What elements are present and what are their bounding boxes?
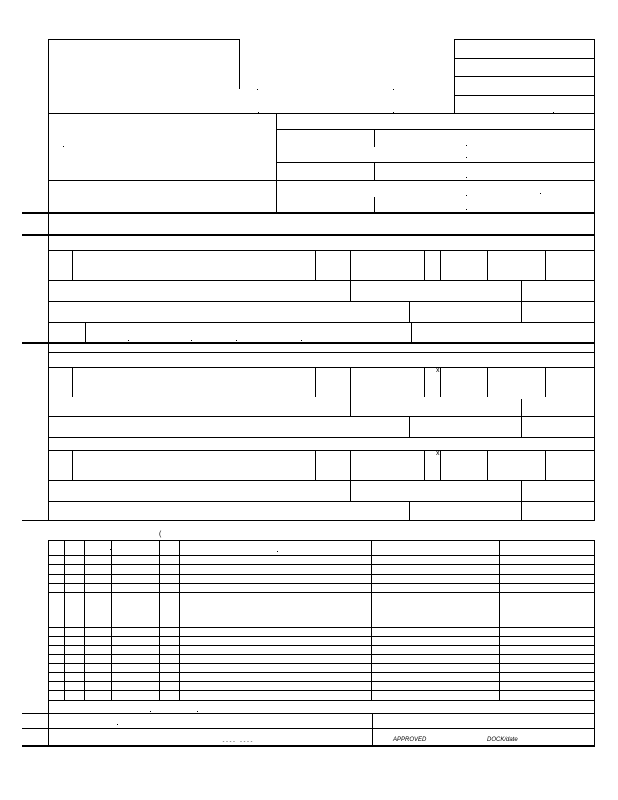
- header-box-row-2: [455, 76, 595, 77]
- section-separator-2: [22, 234, 595, 236]
- header-right-border: [594, 39, 595, 213]
- party3-col-3: [350, 450, 351, 480]
- items-row-9: [48, 654, 595, 655]
- items-row-6: [48, 627, 595, 628]
- footer-approval-stamp: APPROVED: [393, 737, 427, 743]
- section-c-right-border: [594, 343, 595, 521]
- items-row-13: [48, 690, 595, 691]
- party1-col-6: [487, 250, 488, 280]
- section-a-dot-5: [466, 195, 467, 196]
- header-top-border: [48, 39, 240, 40]
- footer-left-border: [48, 700, 49, 746]
- party1-dot-3: [236, 340, 237, 341]
- party1-col-2: [315, 250, 316, 280]
- party1-col-8: [350, 280, 351, 301]
- header-box-row-1: [455, 58, 595, 59]
- party1-col-10: [409, 301, 410, 323]
- items-row-2: [48, 564, 595, 565]
- footer-small-note: ---- ----: [222, 739, 254, 745]
- party1-col-5: [440, 250, 441, 280]
- party2-top: [48, 367, 595, 368]
- section-a-dot-1: [63, 146, 64, 147]
- section-a-right-row-2: [277, 162, 595, 163]
- party2-header-row: [48, 352, 595, 353]
- party1-top: [48, 250, 595, 251]
- header-dot-1: [257, 89, 258, 90]
- section-b-right-border: [594, 213, 595, 343]
- items-table-top: [48, 540, 595, 541]
- party2-col-7: [545, 367, 546, 397]
- party3-col-7: [545, 450, 546, 480]
- section-a-top: [48, 113, 595, 114]
- party2-col-6: [487, 367, 488, 397]
- party1-dot-4: [301, 340, 302, 341]
- section-c-left-border: [48, 343, 49, 521]
- party2-row-1: [48, 416, 595, 417]
- party3-col-11: [521, 501, 522, 520]
- section-a-right-row-1: [277, 129, 595, 130]
- header-top-border-right: [455, 39, 595, 40]
- party2-tick-mark: x: [436, 367, 440, 374]
- footer-dot-2: [197, 711, 198, 712]
- section-a-dot-6: [540, 193, 541, 194]
- party3-row-1: [48, 480, 595, 481]
- party1-col-13: [411, 322, 412, 343]
- party1-row-3: [48, 322, 595, 323]
- party3-row-2: [48, 501, 595, 502]
- section-a-dot-2: [466, 145, 467, 146]
- section-b-left-border: [48, 213, 49, 343]
- party3-col-10: [409, 501, 410, 520]
- section-a-dot-7: [466, 209, 467, 210]
- party1-dot-2: [191, 340, 192, 341]
- party2-col-4: [424, 367, 425, 397]
- items-row-7: [48, 636, 595, 637]
- items-row-10: [48, 663, 595, 664]
- items-row-5: [48, 592, 595, 593]
- header-dot-2: [393, 89, 394, 90]
- party3-col-6: [487, 450, 488, 480]
- party1-col-11: [521, 301, 522, 323]
- items-row-1: [48, 555, 595, 556]
- party3-top: [48, 450, 595, 451]
- items-row-12: [48, 681, 595, 682]
- header-title-divider: [239, 39, 240, 89]
- party1-dot-1: [128, 340, 129, 341]
- footer-date-stamp: DOCK/date: [487, 737, 518, 743]
- party3-col-2: [315, 450, 316, 480]
- party2-col-9: [409, 416, 410, 437]
- header-box-row-3: [455, 95, 595, 96]
- items-table-bottom: [48, 700, 595, 701]
- party1-col-12: [85, 322, 86, 343]
- section-a-divider: [48, 180, 595, 181]
- section-separator-1: [22, 212, 595, 214]
- party1-row-2: [48, 301, 595, 302]
- section-a-right-col-2: [374, 162, 375, 180]
- party1-col-4: [424, 250, 425, 280]
- party3-col-5: [440, 450, 441, 480]
- items-header-dot-2: [277, 551, 278, 552]
- party1-col-7: [545, 250, 546, 280]
- party2-col-2: [315, 367, 316, 397]
- party2-row-2: [48, 437, 595, 438]
- footer-right-border: [594, 700, 595, 746]
- section-a-dot-4: [466, 177, 467, 178]
- party2-col-5: [440, 367, 441, 397]
- section-a-right-col-3: [374, 197, 375, 213]
- items-open-paren: (: [159, 531, 162, 538]
- party1-col-1: [72, 250, 73, 280]
- items-row-11: [48, 672, 595, 673]
- footer-row-1: [22, 713, 595, 714]
- footer-mid-divider: [372, 713, 373, 746]
- section-separator-4: [22, 520, 595, 521]
- footer-dot-1: [150, 711, 151, 712]
- header-left-border: [48, 39, 49, 213]
- party2-col-1: [72, 367, 73, 397]
- party3-col-9: [521, 480, 522, 501]
- party3-col-8: [350, 480, 351, 501]
- footer-row-2: [22, 728, 595, 729]
- items-row-4: [48, 583, 595, 584]
- party1-col-3: [350, 250, 351, 280]
- section-a-dot-3: [466, 157, 467, 158]
- party3-col-4: [424, 450, 425, 480]
- section-a-right-col: [374, 129, 375, 147]
- items-header-dot-1: [110, 549, 111, 550]
- party3-col-1: [72, 450, 73, 480]
- party3-tick-mark: x: [436, 450, 440, 457]
- party1-col-9: [521, 280, 522, 301]
- section-separator-3: [22, 342, 595, 344]
- party1-row-1: [48, 280, 595, 281]
- section-a-mid-divider: [276, 113, 277, 213]
- footer-bottom-border: [22, 745, 595, 747]
- party2-col-10: [521, 416, 522, 437]
- items-row-3: [48, 574, 595, 575]
- party2-col-3: [350, 367, 351, 417]
- party2-col-8: [521, 399, 522, 417]
- items-row-8: [48, 645, 595, 646]
- footer-dot-3: [117, 724, 118, 725]
